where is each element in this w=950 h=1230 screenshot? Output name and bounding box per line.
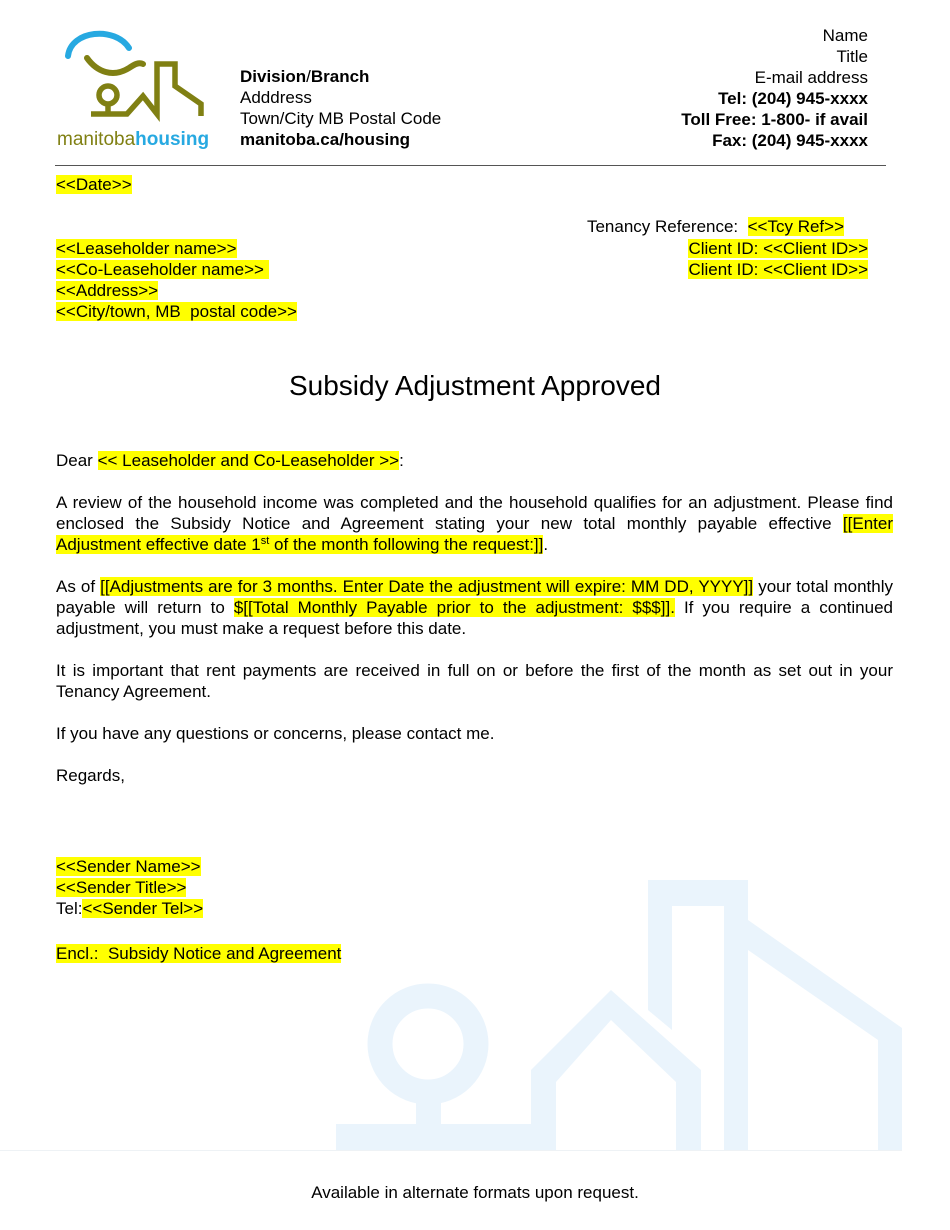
paragraph-expiry: As of [[Adjustments are for 3 months. Enter Date the adjustment will expire: MM DD, YYYY]] your total monthly payable will return to $[[Total Monthly Payable prior to the adjustment: $$$]]. If you require a continued adjustment, you must make a request before this date. [56, 577, 894, 638]
client-id-block [688, 238, 868, 280]
leaseholder-name: <<Leaseholder name>> [56, 239, 237, 258]
date-field: <<Date>> [56, 175, 132, 194]
logo-sky-arc [68, 34, 129, 56]
effective-date-field: [[Enter Adjustment effective date 1st of the month following the request:]] [56, 514, 893, 554]
header-divider [55, 165, 886, 166]
footer-divider [0, 1150, 902, 1151]
tenancy-reference: Tenancy Reference: <<Tcy Ref>> [586, 217, 844, 236]
contact-tel: Tel: (204) 945-xxxx [718, 89, 868, 108]
co-leaseholder-name: <<Co-Leaseholder name>> [56, 260, 269, 279]
recipient-street: <<Address>> [56, 281, 159, 300]
sender-name: <<Sender Name>> [56, 857, 201, 876]
contact-email: E-mail address [754, 68, 868, 87]
contact-toll-free: Toll Free: 1-800- if avail [681, 110, 868, 129]
enclosure-line: Encl.: Subsidy Notice and Agreement [56, 944, 342, 963]
division-branch: Division/Branch [240, 67, 370, 86]
sender-tel: Tel:<<Sender Tel>> [56, 899, 204, 918]
logo-word-housing: housing [135, 129, 210, 150]
contact-fax: Fax: (204) 945-xxxx [712, 131, 868, 150]
logo-wordmark [57, 130, 209, 150]
division-town: Town/City MB Postal Code [240, 109, 442, 128]
logo-circle [99, 86, 117, 104]
housing-watermark [336, 880, 902, 1150]
paragraph-payments: It is important that rent payments are received in full on or before the first of the month as set out in your Tenancy Agreement. [56, 661, 893, 701]
salutation-name: << Leaseholder and Co-Leaseholder >> [97, 451, 400, 470]
contact-title: Title [836, 47, 868, 66]
division-address: Adddress [240, 88, 312, 107]
contact-name: Name [822, 26, 868, 45]
tenancy-reference-value: <<Tcy Ref>> [747, 217, 844, 236]
logo-word-manitoba: manitoba [57, 129, 136, 150]
paragraph-review: A review of the household income was completed and the household qualifies for an adjustment. Please find enclosed the Subsidy Notice and Agreement stating your new total monthly payable effective [[Enter Adjustment effective date 1st of the month following the request:]]. [56, 493, 893, 554]
client-id-1: Client ID: <<Client ID>> [688, 239, 868, 258]
closing: Regards, [56, 766, 125, 785]
document-title: Subsidy Adjustment Approved [288, 370, 661, 401]
paragraph-questions: If you have any questions or concerns, please contact me. [56, 724, 495, 743]
website-link[interactable]: manitoba.ca/housing [240, 130, 411, 149]
client-id-2: Client ID: <<Client ID>> [688, 260, 868, 279]
letter-body [56, 450, 893, 807]
contact-block [681, 25, 868, 151]
expiry-date-field: [[Adjustments are for 3 months. Enter Date the adjustment will expire: MM DD, YYYY]] [100, 577, 754, 596]
sender-title: <<Sender Title>> [56, 878, 187, 897]
division-block [240, 66, 441, 150]
recipient-address [56, 238, 297, 322]
recipient-city: <<City/town, MB postal code>> [56, 302, 297, 321]
monthly-payable-field: $[[Total Monthly Payable prior to the adjustment: $$$]]. [233, 598, 675, 617]
salutation: Dear << Leaseholder and Co-Leaseholder >>: [56, 451, 404, 470]
footer-note: Available in alternate formats upon request. [311, 1183, 639, 1202]
logo-wave [87, 58, 143, 73]
sender-block [56, 856, 203, 919]
